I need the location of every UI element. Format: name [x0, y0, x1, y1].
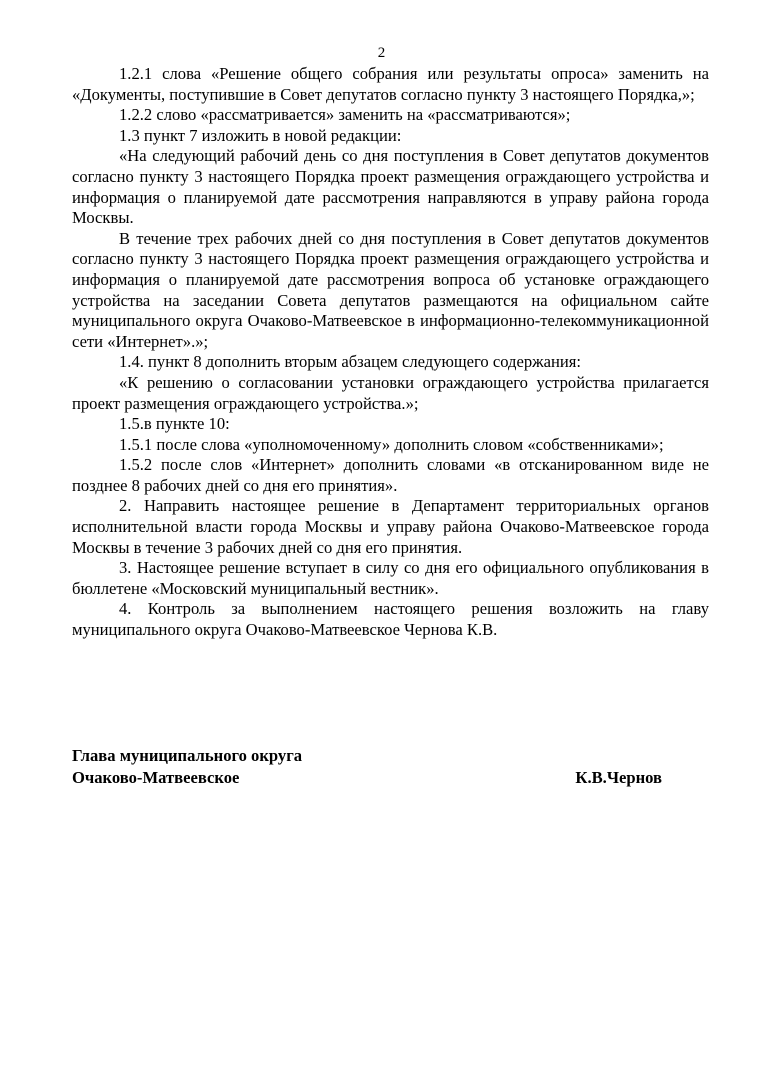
paragraph-1-5-1: 1.5.1 после слова «уполномоченному» дополнить словом «собственниками»;: [119, 434, 664, 454]
page-number: 2: [377, 45, 386, 61]
paragraph-1-2-1: 1.2.1 слова «Решение общего собрания или результаты опроса» заменить на «Документы, поступившие в Совет депутатов согласно пункту 3 настоящего Порядка,»;: [72, 64, 709, 104]
paragraph-1-5-2: 1.5.2 после слов «Интернет» дополнить словами «в отсканированном виде не позднее 8 рабочих дней со дня его принятия».: [72, 455, 709, 495]
signature-name: К.В.Чернов: [575, 768, 662, 787]
paragraph-quote-day: «На следующий рабочий день со дня поступления в Совет депутатов документов согласно пункту 3 настоящего Порядка проект размещения ограждающего устройства и информация о планируемой дате рассмотрения направляются в управу района города Москвы.: [72, 146, 709, 228]
document-body: [72, 64, 709, 641]
paragraph-3: 3. Настоящее решение вступает в силу со дня его официального опубликования в бюллетене «Московский муниципальный вестник».: [72, 558, 709, 598]
paragraph-1-4: 1.4. пункт 8 дополнить вторым абзацем следующего содержания:: [119, 352, 581, 372]
signature-title-line1: Глава муниципального округа: [72, 746, 303, 765]
signature-row-1: [72, 745, 662, 767]
paragraph-4: 4. Контроль за выполнением настоящего решения возложить на главу муниципального округа Очаково-Матвеевское Чернова К.В.: [72, 599, 709, 640]
signature-title-line2: Очаково-Матвеевское: [72, 768, 240, 787]
paragraph-three-days: В течение трех рабочих дней со дня поступления в Совет депутатов документов согласно пункту 3 настоящего Порядка проект размещения ограждающего устройства и информация о планируемой дате рассмотрения вопроса об установке ограждающего устройства на заседании Совета депутатов размещаются на официальном сайте муниципального округа Очаково-Матвеевское в информационно-телекоммуникационной сети «Интернет».»;: [72, 228, 709, 351]
paragraph-2: 2. Направить настоящее решение в Департамент территориальных органов исполнительной власти города Москвы и управу района Очаково-Матвеевское города Москвы в течение 3 рабочих дней со дня его принятия.: [72, 496, 709, 557]
signature-row-2: [72, 767, 662, 789]
paragraph-1-3: 1.3 пункт 7 изложить в новой редакции:: [119, 125, 402, 145]
signature-block: [72, 745, 662, 789]
paragraph-1-5: 1.5.в пункте 10:: [119, 414, 230, 434]
paragraph-quote-decision: «К решению о согласовании установки ограждающего устройства прилагается проект размещения ограждающего устройства.»;: [72, 372, 709, 413]
paragraph-1-2-2: 1.2.2 слово «рассматривается» заменить на «рассматриваются»;: [119, 105, 571, 125]
